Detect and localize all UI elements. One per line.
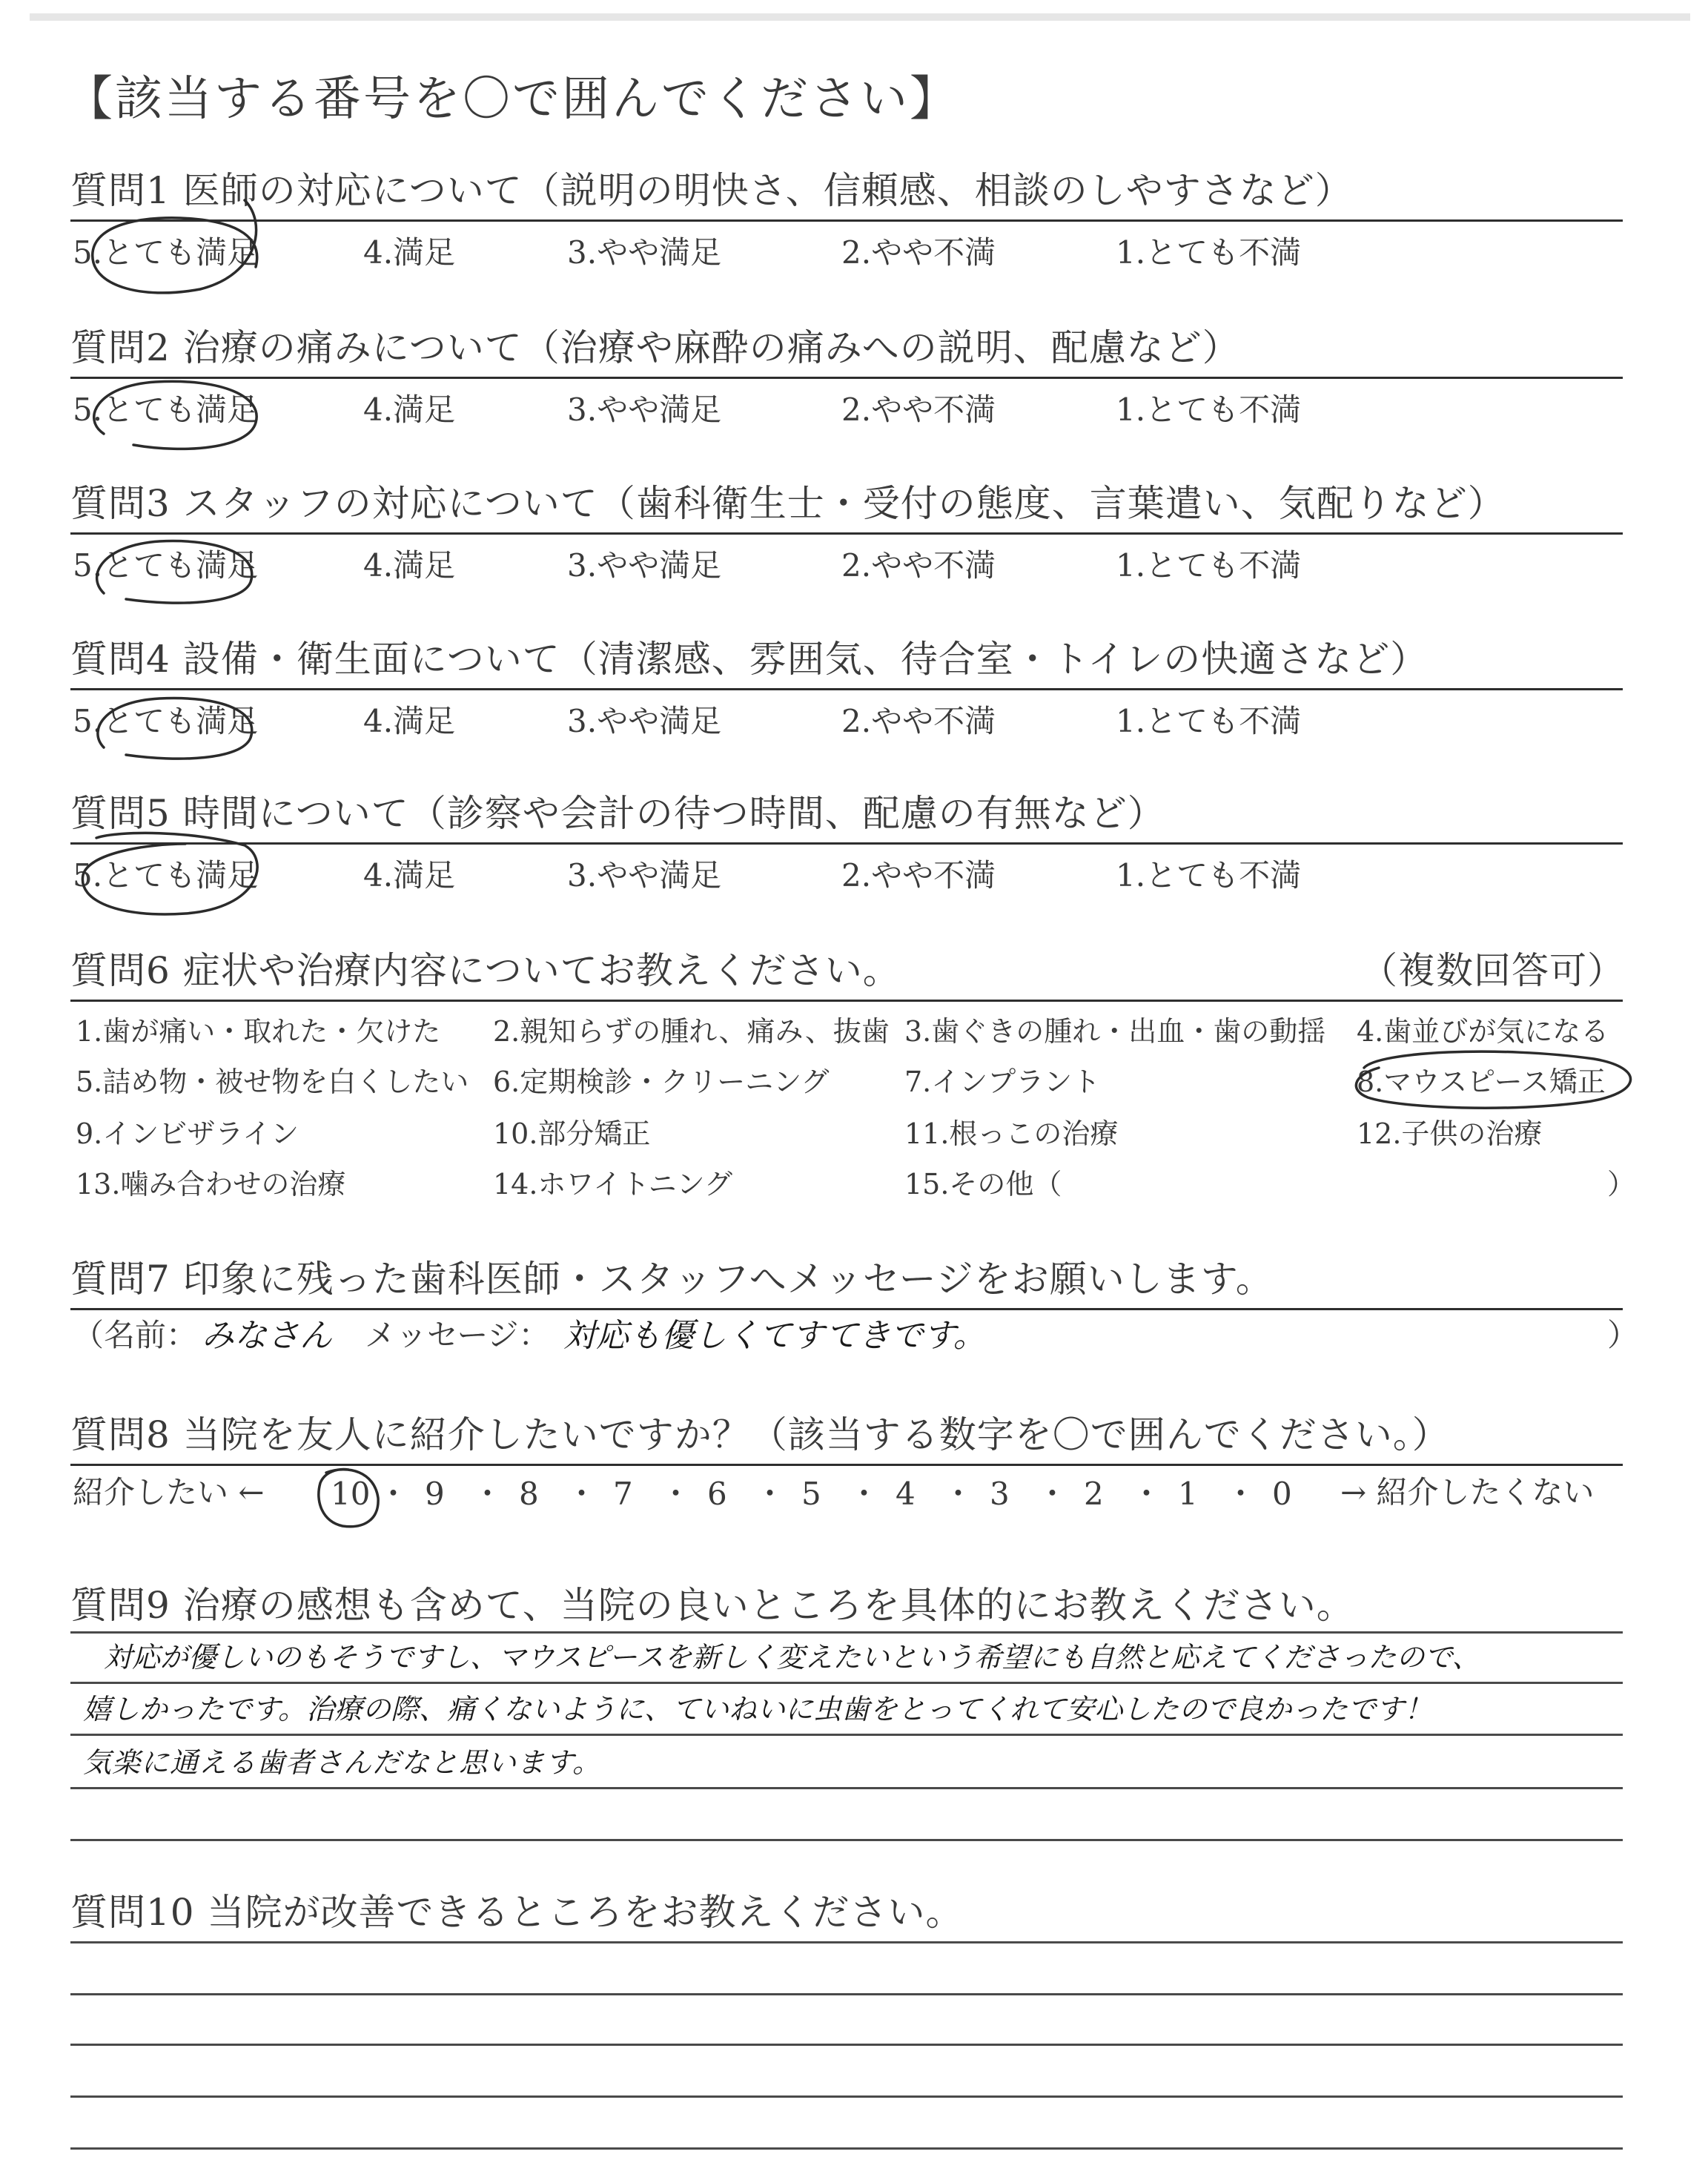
q8-scale-separator: ・ (1036, 1476, 1068, 1512)
q6-option-6[interactable]: 6.定期検診・クリーニング (493, 1066, 830, 1098)
q2-option-3[interactable]: 3.やや満足 (567, 392, 722, 428)
q8-scale-separator: ・ (566, 1476, 598, 1512)
q6-option-7[interactable]: 7.インプラント (904, 1066, 1101, 1098)
question-4-title: 質問4 設備・衛生面について（清潔感、雰囲気、待合室・トイレの快適さなど） (70, 638, 1429, 681)
q8-left-label: 紹介したい ← (73, 1474, 265, 1510)
q1-option-4[interactable]: 4.満足 (363, 234, 456, 271)
question-10-title: 質問10 当院が改善できるところをお教えください。 (70, 1891, 964, 1934)
q1-option-5[interactable]: 5.とても満足 (73, 234, 259, 271)
q1-option-2[interactable]: 2.やや不満 (841, 234, 996, 271)
question-8-title: 質問8 当院を友人に紹介したいですか？（該当する数字を〇で囲んでください。） (70, 1413, 1450, 1456)
q6-option-15[interactable]: 15.その他（ (904, 1168, 1062, 1200)
q7-close-paren: ） (1607, 1317, 1639, 1353)
q3-option-1[interactable]: 1.とても不満 (1116, 547, 1302, 584)
q10-line-2 (70, 1993, 1623, 1995)
q2-option-2[interactable]: 2.やや不満 (841, 392, 996, 428)
question-1-title: 質問1 医師の対応について（説明の明快さ、信頼感、相談のしやすさなど） (70, 169, 1353, 212)
q9-line-4 (70, 1839, 1623, 1841)
q6-option-11[interactable]: 11.根っこの治療 (904, 1117, 1119, 1150)
question-2-title: 質問2 治療の痛みについて（治療や麻酔の痛みへの説明、配慮など） (70, 326, 1240, 369)
q6-option-5[interactable]: 5.詰め物・被せ物を白くしたい (76, 1066, 469, 1098)
q8-scale-value-7[interactable]: 7 (613, 1476, 633, 1512)
q1-option-3[interactable]: 3.やや満足 (567, 234, 722, 271)
q2-option-5[interactable]: 5.とても満足 (73, 392, 259, 428)
q8-scale-value-8[interactable]: 8 (519, 1476, 539, 1512)
question-5-rule (70, 842, 1623, 845)
q5-option-4[interactable]: 4.満足 (363, 857, 456, 894)
q6-option-3[interactable]: 3.歯ぐきの腫れ・出血・歯の動揺 (904, 1015, 1326, 1048)
q10-line-1 (70, 1941, 1623, 1943)
q8-scale-separator: ・ (754, 1476, 786, 1512)
q3-option-2[interactable]: 2.やや不満 (841, 547, 996, 584)
q2-option-4[interactable]: 4.満足 (363, 392, 456, 428)
q5-option-3[interactable]: 3.やや満足 (567, 857, 722, 894)
question-2-rule (70, 377, 1623, 379)
question-6-note: （複数回答可） (1360, 949, 1625, 992)
question-8-rule (70, 1464, 1623, 1466)
q2-option-1[interactable]: 1.とても不満 (1116, 392, 1302, 428)
q8-scale-value-9[interactable]: 9 (425, 1476, 445, 1512)
q6-option-12[interactable]: 12.子供の治療 (1357, 1117, 1543, 1150)
q3-option-3[interactable]: 3.やや満足 (567, 547, 722, 584)
q9-line-2 (70, 1734, 1623, 1736)
question-9-title: 質問9 治療の感想も含めて、当院の良いところを具体的にお教えください。 (70, 1584, 1354, 1627)
q6-option-9[interactable]: 9.インビザライン (76, 1117, 299, 1150)
q8-scale-value-0[interactable]: 0 (1272, 1476, 1292, 1512)
q8-scale-separator: ・ (660, 1476, 692, 1512)
q8-scale-separator: ・ (377, 1476, 409, 1512)
q8-scale-value-2[interactable]: 2 (1084, 1476, 1104, 1512)
q4-option-4[interactable]: 4.満足 (363, 703, 456, 739)
q1-option-1[interactable]: 1.とても不満 (1116, 234, 1302, 271)
q8-scale-value-6[interactable]: 6 (707, 1476, 727, 1512)
q4-option-3[interactable]: 3.やや満足 (567, 703, 722, 739)
q9-line-0 (70, 1631, 1623, 1634)
q6-option-1[interactable]: 1.歯が痛い・取れた・欠けた (76, 1015, 441, 1048)
question-3-title: 質問3 スタッフの対応について（歯科衛生士・受付の態度、言葉遣い、気配りなど） (70, 482, 1506, 525)
q8-scale-separator: ・ (1225, 1476, 1257, 1512)
q5-option-2[interactable]: 2.やや不満 (841, 857, 996, 894)
q6-option-13[interactable]: 13.噛み合わせの治療 (76, 1168, 346, 1200)
q6-option-2[interactable]: 2.親知らずの腫れ、痛み、抜歯 (493, 1015, 890, 1048)
q8-scale-separator: ・ (848, 1476, 880, 1512)
q8-right-label: → 紹介したくない (1340, 1474, 1595, 1510)
q9-line-1 (70, 1682, 1623, 1684)
question-3-rule (70, 532, 1623, 535)
q6-option-15-close: ） (1607, 1168, 1636, 1200)
q8-scale-value-3[interactable]: 3 (990, 1476, 1010, 1512)
q7-message-value[interactable]: 対応も優しくてすてきです。 (563, 1317, 986, 1355)
q6-option-8[interactable]: 8.マウスピース矯正 (1357, 1066, 1606, 1098)
q7-message-label: メッセージ： (365, 1317, 550, 1353)
question-4-rule (70, 688, 1623, 690)
q9-answer-line-3[interactable]: 気楽に通える歯者さんだなと思います。 (83, 1746, 601, 1779)
q6-option-14[interactable]: 14.ホワイトニング (493, 1168, 733, 1200)
question-6-title: 質問6 症状や治療内容についてお教えください。 (70, 949, 901, 992)
question-5-title: 質問5 時間について（診察や会計の待つ時間、配慮の有無など） (70, 792, 1165, 835)
question-7-rule (70, 1308, 1623, 1310)
q6-option-4[interactable]: 4.歯並びが気になる (1357, 1015, 1609, 1048)
form-header: 【該当する番号を〇で囲んでください】 (65, 72, 959, 127)
q9-answer-line-1[interactable]: 対応が優しいのもそうですし、マウスピースを新しく変えたいという希望にも自然と応えてくださったので、 (104, 1641, 1480, 1674)
q10-line-3 (70, 2044, 1623, 2046)
q4-option-2[interactable]: 2.やや不満 (841, 703, 996, 739)
q3-option-5[interactable]: 5.とても満足 (73, 547, 259, 584)
q8-scale-value-4[interactable]: 4 (896, 1476, 916, 1512)
q3-option-4[interactable]: 4.満足 (363, 547, 456, 584)
q4-option-5[interactable]: 5.とても満足 (73, 703, 259, 739)
q4-option-1[interactable]: 1.とても不満 (1116, 703, 1302, 739)
q8-scale-separator: ・ (1131, 1476, 1162, 1512)
q7-name-value[interactable]: みなさん (202, 1317, 332, 1355)
q10-line-5 (70, 2147, 1623, 2150)
question-7-title: 質問7 印象に残った歯科医師・スタッフへメッセージをお願いします。 (70, 1258, 1274, 1301)
q9-answer-line-2[interactable]: 嬉しかったです。治療の際、痛くないように、ていねいに虫歯をとってくれて安心したので良かったです！ (83, 1693, 1433, 1725)
q8-scale-value-1[interactable]: 1 (1178, 1476, 1198, 1512)
q8-scale-value-5[interactable]: 5 (801, 1476, 821, 1512)
q5-option-1[interactable]: 1.とても不満 (1116, 857, 1302, 894)
q9-line-3 (70, 1787, 1623, 1789)
q7-name-label: （名前： (73, 1317, 198, 1353)
q8-scale-value-10[interactable]: 10 (331, 1476, 371, 1512)
scan-top-edge (30, 13, 1690, 21)
q8-scale-separator: ・ (942, 1476, 974, 1512)
q6-option-10[interactable]: 10.部分矯正 (493, 1117, 651, 1150)
q5-option-5[interactable]: 5.とても満足 (73, 857, 259, 894)
q8-scale-separator: ・ (471, 1476, 503, 1512)
question-6-rule (70, 1000, 1623, 1002)
q10-line-4 (70, 2095, 1623, 2098)
question-1-rule (70, 219, 1623, 222)
